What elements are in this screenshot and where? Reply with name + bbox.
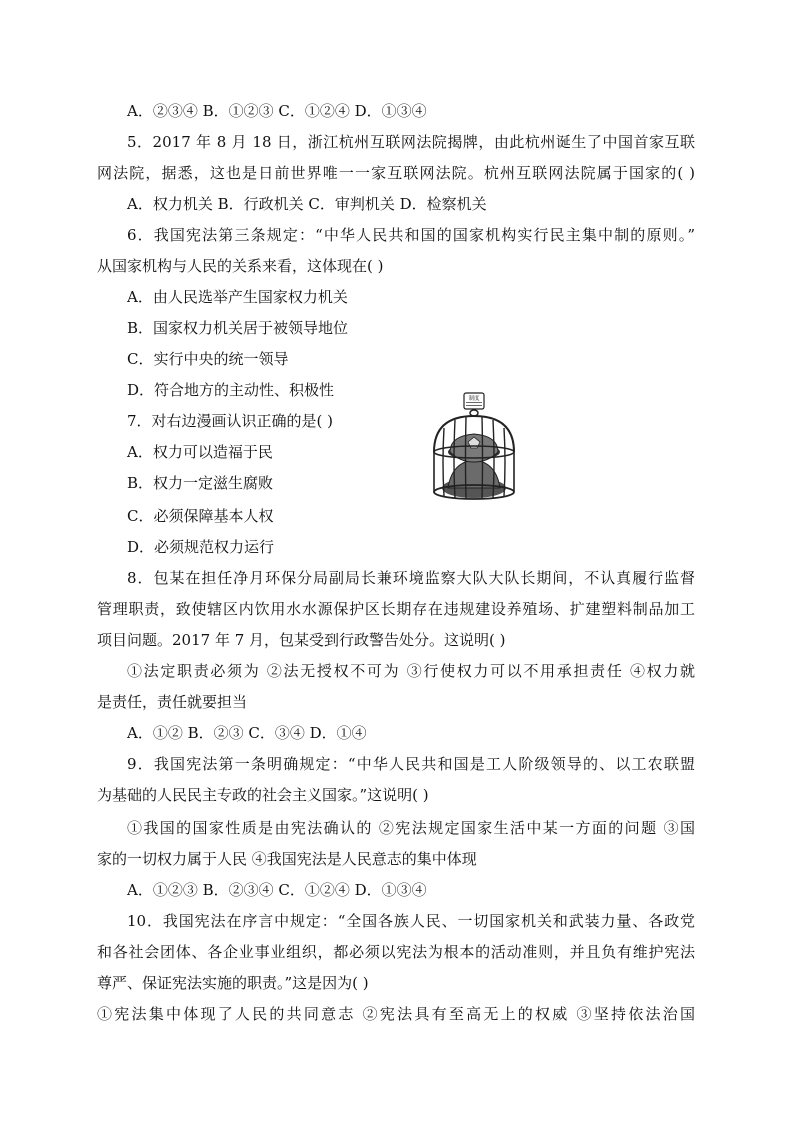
q7-stem: 7．对右边漫画认识正确的是( ) [127, 412, 334, 430]
cartoon-tag-text: 制度 [468, 396, 480, 402]
q6-stem-line2: 从国家机构与人民的关系来看，这体现在( ) [97, 257, 384, 275]
q6-option-b: B．国家权力机关居于被领导地位 [127, 319, 349, 337]
q7-option-a: A．权力可以造福于民 [127, 443, 273, 461]
q10-stem-line3: 尊严、保证宪法实施的职责。”这是因为( ) [97, 974, 369, 992]
q8-stem-line2: 管理职责，致使辖区内饮用水水源保护区长期存在违规建设养殖场、扩建塑料制品加工 [97, 600, 695, 618]
q9-options: A．①②③ B．②③④ C．①②④ D．①③④ [127, 881, 427, 899]
q10-statements-line1: ①宪法集中体现了人民的共同意志 ②宪法具有至高无上的权威 ③坚持依法治国 [97, 1005, 695, 1023]
q7-option-b: B．权力一定滋生腐败 [127, 474, 274, 492]
q5-stem-line1: 5．2017 年 8 月 18 日，浙江杭州互联网法院揭牌，由此杭州诞生了中国首家互联 [127, 133, 695, 151]
q4-options: A．②③④ B．①②③ C．①②④ D．①③④ [127, 102, 427, 120]
q9-statements-line1: ①我国的国家性质是由宪法确认的 ②宪法规定国家生活中某一方面的问题 ③国 [127, 819, 695, 837]
q10-stem-line2: 和各社会团体、各企业事业组织，都必须以宪法为根本的活动准则，并且负有维护宪法 [97, 943, 695, 961]
q7-option-d: D．必须规范权力运行 [127, 538, 275, 556]
caged-power-cartoon-icon [428, 392, 520, 502]
q8-statements-line2: 是责任，责任就要担当 [97, 693, 248, 711]
q6-option-a: A．由人民选举产生国家权力机关 [127, 288, 348, 306]
q5-stem-line2: 网法院，据悉，这也是日前世界唯一一家互联网法院。杭州互联网法院属于国家的( ) [97, 164, 695, 182]
q6-option-d: D．符合地方的主动性、积极性 [127, 381, 335, 399]
q9-stem-line2: 为基础的人民民主专政的社会主义国家。”这说明( ) [97, 786, 429, 804]
q9-stem-line1: 9．我国宪法第一条明确规定：“中华人民共和国是工人阶级领导的、以工农联盟 [127, 755, 695, 773]
q10-stem-line1: 10．我国宪法在序言中规定：“全国各族人民、一切国家机关和武装力量、各政党 [127, 912, 695, 930]
q6-stem-line1: 6．我国宪法第三条规定：“中华人民共和国的国家机构实行民主集中制的原则。” [127, 226, 695, 244]
q8-options: A．①② B．②③ C．③④ D．①④ [127, 724, 367, 742]
q5-options: A．权力机关 B．行政机关 C．审判机关 D．检察机关 [127, 195, 487, 213]
q8-stem-line3: 项目问题。2017 年 7 月，包某受到行政警告处分。这说明( ) [97, 631, 506, 649]
q9-statements-line2: 家的一切权力属于人民 ④我国宪法是人民意志的集中体现 [97, 850, 477, 868]
q6-option-c: C．实行中央的统一领导 [127, 350, 289, 368]
q8-stem-line1: 8．包某在担任净月环保分局副局长兼环境监察大队大队长期间，不认真履行监督 [127, 569, 695, 587]
q7-option-c: C．必须保障基本人权 [127, 507, 274, 525]
q8-statements-line1: ①法定职责必须为 ②法无授权不可为 ③行使权力可以不用承担责任 ④权力就 [127, 662, 695, 680]
